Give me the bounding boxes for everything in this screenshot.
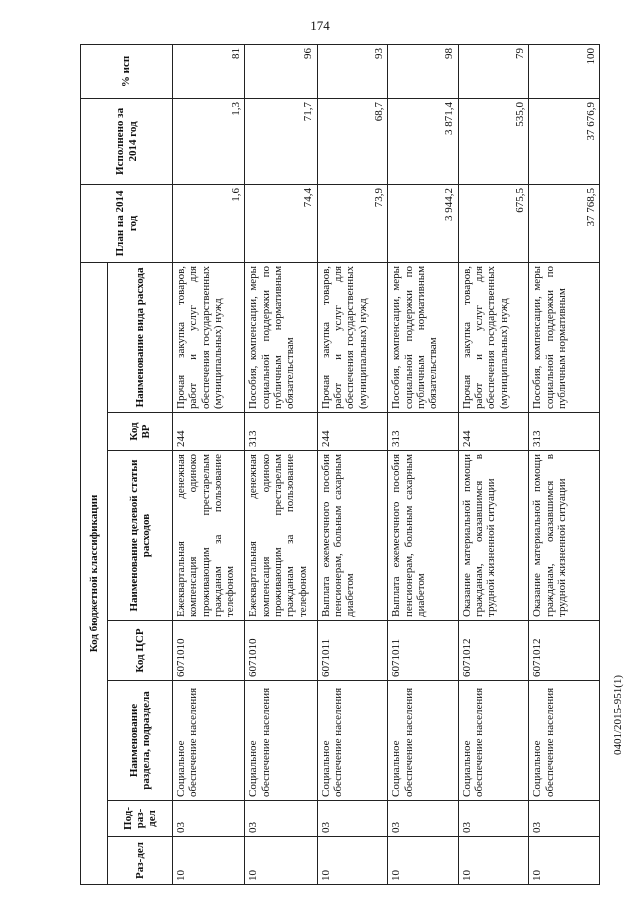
csr-code: 6071010 xyxy=(173,621,245,681)
budget-table xyxy=(80,44,600,885)
vr-code: 313 xyxy=(245,413,317,451)
plan-value: 37 768,5 xyxy=(529,184,600,262)
table-row xyxy=(317,44,388,884)
vr-code: 244 xyxy=(317,413,388,451)
vr-code: 244 xyxy=(173,413,245,451)
subsection-code: 03 xyxy=(173,801,245,837)
target-article: Выплата ежемесячного пособия пенсионерам, больным сахарным диабетом xyxy=(388,451,459,621)
executed-value: 68,7 xyxy=(317,98,388,184)
expense-type: Пособия, компенсации, меры социальной поддержки по публичным нормативным обязательствам xyxy=(388,262,459,412)
csr-code: 6071010 xyxy=(245,621,317,681)
section-name: Социальное обеспечение населения xyxy=(173,681,245,801)
section-code: 10 xyxy=(529,837,600,885)
section-name-header: Наименование раздела, подраздела xyxy=(108,681,173,801)
subsection-code-header: Под-раз-дел xyxy=(108,801,173,837)
target-article: Оказание материальной помощи гражданам, оказавшимся в трудной жизненной ситуации xyxy=(529,451,600,621)
expense-type: Прочая закупка товаров, работ и услуг для обеспечения государственных (муниципальных) нужд xyxy=(317,262,388,412)
target-article: Ежеквартальная денежная компенсация одиноко проживающим престарелым гражданам за пользование телефоном xyxy=(173,451,245,621)
csr-code: 6071011 xyxy=(388,621,459,681)
section-name: Социальное обеспечение населения xyxy=(529,681,600,801)
expense-type: Пособия, компенсации, меры социальной поддержки по публичным нормативным xyxy=(529,262,600,412)
target-article: Ежеквартальная денежная компенсация одиноко проживающим престарелым гражданам за пользование телефоном xyxy=(245,451,317,621)
section-name: Социальное обеспечение населения xyxy=(245,681,317,801)
plan-value: 1,6 xyxy=(173,184,245,262)
executed-value: 3 871,4 xyxy=(388,98,459,184)
table-row xyxy=(529,44,600,884)
subsection-code: 03 xyxy=(317,801,388,837)
section-name: Социальное обеспечение населения xyxy=(388,681,459,801)
plan-value: 675,5 xyxy=(458,184,529,262)
vr-code: 313 xyxy=(529,413,600,451)
target-article-header: Наименование целевой статьи расходов xyxy=(108,451,173,621)
subsection-code: 03 xyxy=(529,801,600,837)
percent-value: 81 xyxy=(173,44,245,98)
page-number: 174 xyxy=(310,18,330,33)
vr-code: 244 xyxy=(458,413,529,451)
executed-value: 37 676,9 xyxy=(529,98,600,184)
csr-code: 6071012 xyxy=(529,621,600,681)
section-code: 10 xyxy=(173,837,245,885)
expense-type: Пособия, компенсации, меры социальной поддержки по публичным нормативным обязательствам xyxy=(245,262,317,412)
csr-code-header: Код ЦСР xyxy=(108,621,173,681)
plan-value: 3 944,2 xyxy=(388,184,459,262)
table-row xyxy=(388,44,459,884)
section-code: 10 xyxy=(458,837,529,885)
target-article: Выплата ежемесячного пособия пенсионерам, больным сахарным диабетом xyxy=(317,451,388,621)
section-code: 10 xyxy=(245,837,317,885)
plan-header: План на 2014 год xyxy=(81,184,173,262)
document-code: 0401/2015-951(1) xyxy=(612,674,624,755)
percent-value: 79 xyxy=(458,44,529,98)
subsection-code: 03 xyxy=(458,801,529,837)
expense-type: Прочая закупка товаров, работ и услуг для обеспечения государственных (муниципальных) нужд xyxy=(173,262,245,412)
budget-table-rotated xyxy=(80,45,600,885)
percent-header: % исп xyxy=(81,44,173,98)
executed-value: 535,0 xyxy=(458,98,529,184)
expense-type-header: Наименование вида расхода xyxy=(108,262,173,412)
section-code-header: Раз-дел xyxy=(108,837,173,885)
vr-code: 313 xyxy=(388,413,459,451)
csr-code: 6071012 xyxy=(458,621,529,681)
percent-value: 98 xyxy=(388,44,459,98)
plan-value: 73,9 xyxy=(317,184,388,262)
section-name: Социальное обеспечение населения xyxy=(317,681,388,801)
target-article: Оказание материальной помощи гражданам, оказавшимся в трудной жизненной ситуации xyxy=(458,451,529,621)
percent-value: 96 xyxy=(245,44,317,98)
percent-value: 93 xyxy=(317,44,388,98)
section-code: 10 xyxy=(388,837,459,885)
section-name: Социальное обеспечение населения xyxy=(458,681,529,801)
subsection-code: 03 xyxy=(388,801,459,837)
percent-value: 100 xyxy=(529,44,600,98)
budget-classification-header: Код бюджетной классификации xyxy=(81,262,108,884)
csr-code: 6071011 xyxy=(317,621,388,681)
expense-type: Прочая закупка товаров, работ и услуг для обеспечения государственных (муниципальных) нужд xyxy=(458,262,529,412)
executed-value: 71,7 xyxy=(245,98,317,184)
subsection-code: 03 xyxy=(245,801,317,837)
plan-value: 74,4 xyxy=(245,184,317,262)
executed-value: 1,3 xyxy=(173,98,245,184)
vr-code-header: Код ВР xyxy=(108,413,173,451)
table-row xyxy=(245,44,317,884)
executed-header: Исполнено за 2014 год xyxy=(81,98,173,184)
table-row xyxy=(458,44,529,884)
section-code: 10 xyxy=(317,837,388,885)
table-row xyxy=(173,44,245,884)
